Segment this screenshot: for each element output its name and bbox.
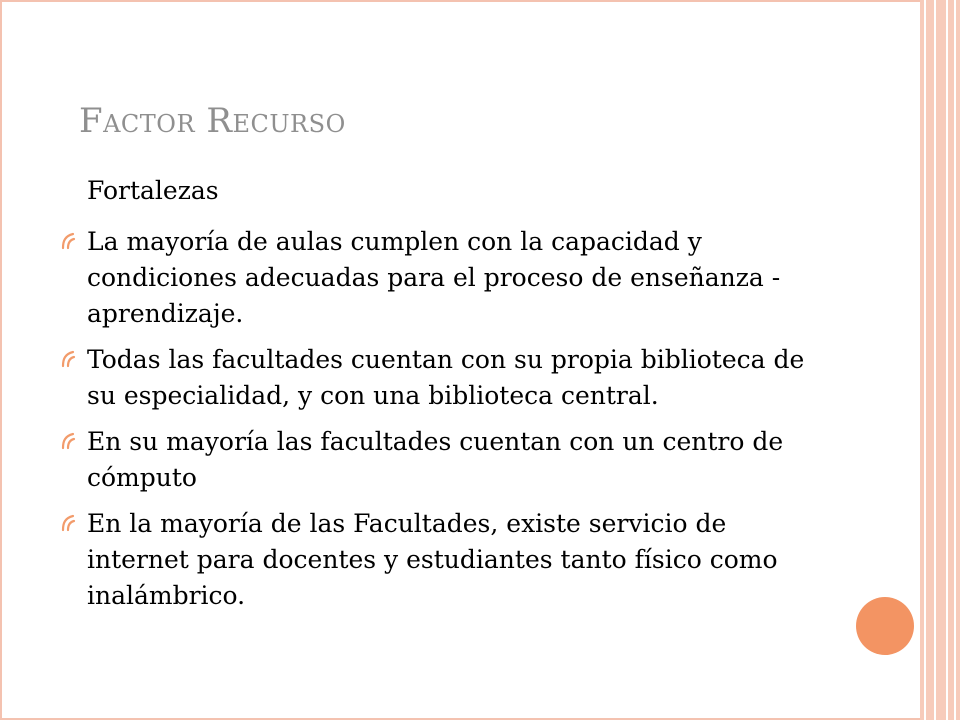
orange-bullet-icon	[60, 431, 76, 451]
stripe-line	[924, 0, 926, 720]
bullet-list	[60, 224, 820, 624]
bullet-text: En su mayoría las facultades cuentan con un centro de cómputo	[87, 427, 784, 492]
orange-bullet-icon	[60, 231, 76, 251]
orange-bullet-icon	[60, 349, 76, 369]
list-item	[60, 424, 820, 496]
list-item	[60, 224, 820, 332]
bullet-text: La mayoría de aulas cumplen con la capacidad y condiciones adecuadas para el proceso de enseñanza -aprendizaje.	[87, 227, 781, 328]
bullet-text: En la mayoría de las Facultades, existe servicio de internet para docentes y estudiantes tanto físico como inalámbrico.	[87, 509, 778, 610]
list-item	[60, 506, 820, 614]
list-item	[60, 342, 820, 414]
stripe-line	[934, 0, 936, 720]
stripe-line	[954, 0, 956, 720]
bullet-text: Todas las facultades cuentan con su propia biblioteca de su especialidad, y con una biblioteca central.	[87, 345, 805, 410]
decorative-stripes	[920, 0, 960, 720]
stripe-line	[946, 0, 948, 720]
decorative-circle	[856, 597, 914, 655]
orange-bullet-icon	[60, 513, 76, 533]
slide-title: Factor Recurso	[79, 101, 346, 141]
section-subheading: Fortalezas	[87, 176, 219, 205]
